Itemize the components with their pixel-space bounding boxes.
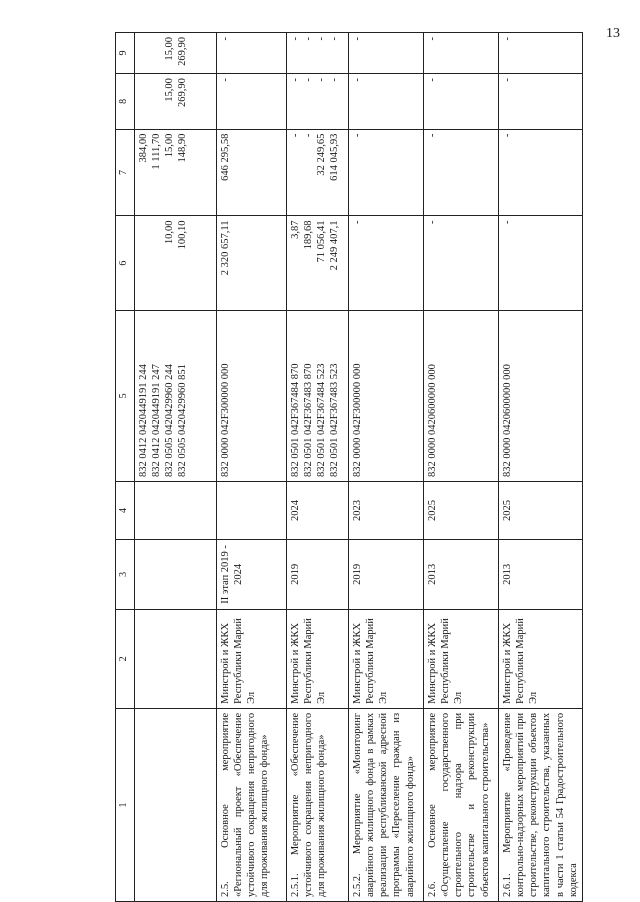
cell-line: - (352, 78, 363, 82)
cell-c3: 2013 (499, 539, 583, 609)
cell-c6 (424, 216, 499, 310)
cell-line: - (303, 133, 315, 138)
table-body (135, 33, 583, 902)
cell-line: 1 111,70 (151, 133, 163, 170)
cell-c1 (135, 708, 217, 901)
cell-line: 832 0412 0420449191 247 (151, 364, 163, 477)
cell-line: 832 0000 0420600000 000 (502, 364, 513, 477)
cell-c1: 2.5. Основное мероприятие «Региональный проект «Обеспечение устойчивого сокращения непригодного для проживания жилищного фонда» (217, 708, 287, 901)
column-header-7: 7 (116, 129, 135, 216)
cell-c4 (217, 482, 287, 540)
cell-line: 269,90 (177, 78, 189, 107)
cell-line: 832 0501 042F367483 870 (303, 363, 315, 477)
cell-line (150, 220, 163, 305)
cell-line (137, 37, 150, 69)
cell-c8 (135, 74, 217, 130)
cell-c7 (424, 129, 499, 216)
cell-line (150, 37, 163, 69)
cell-line: 10,00 (164, 220, 176, 245)
column-header-2: 2 (116, 609, 135, 708)
cell-line: - (502, 37, 513, 41)
cell-line: - (220, 78, 231, 82)
table-row (499, 33, 583, 902)
cell-line: 15,00 (164, 37, 176, 61)
cell-line (137, 78, 150, 125)
cell-line: - (502, 78, 513, 82)
cell-c1: 2.6.1. Мероприятие «Проведение контрольно-надзорных мероприятий при строительстве, реконструкции объектов капитального строительства, указанных в части 1 статьи 54 Градостроительного кодекса (499, 708, 583, 901)
cell-c6 (499, 216, 583, 310)
cell-line: 832 0505 0420429960 244 (164, 364, 176, 477)
cell-line: - (220, 37, 231, 41)
cell-line: 3,87 (290, 220, 301, 239)
rotated-table-wrapper (115, 32, 640, 902)
cell-c1: 2.6. Основное мероприятие «Осуществление государственного строительного надзора при строительстве и реконструкции объектов капитального строительства» (424, 708, 499, 901)
cell-c5 (135, 310, 217, 481)
cell-c6 (135, 216, 217, 310)
cell-c3: II этап 2019 - 2024 (217, 539, 287, 609)
cell-c3: 2019 (349, 539, 424, 609)
cell-line: - (352, 37, 363, 41)
budget-table (115, 32, 583, 902)
cell-c5 (287, 310, 349, 481)
cell-c1: 2.5.2. Мероприятие «Мониторинг аварийного жилищного фонда в рамках реализации республиканской адресной программы «Переселение граждан из аварийного жилищного фонда» (349, 708, 424, 901)
cell-line: - (316, 78, 328, 82)
cell-line: - (352, 133, 363, 138)
cell-c7 (349, 129, 424, 216)
cell-line: - (502, 133, 513, 138)
cell-line: 832 0000 042F300000 000 (352, 363, 363, 477)
cell-line: 832 0501 042F367484 870 (290, 363, 301, 477)
cell-c9 (499, 33, 583, 74)
column-header-6: 6 (116, 216, 135, 310)
cell-line: - (427, 133, 438, 138)
cell-line: 2 249 407,1 (329, 220, 341, 271)
column-header-5: 5 (116, 310, 135, 481)
cell-c9 (287, 33, 349, 74)
cell-line: 832 0000 0420600000 000 (427, 364, 438, 477)
cell-line: - (329, 37, 341, 41)
cell-c4 (135, 482, 217, 540)
cell-c2: Минстрой и ЖКХ Республики Марий Эл (499, 609, 583, 708)
cell-c9 (424, 33, 499, 74)
column-header-4: 4 (116, 482, 135, 540)
cell-line: 832 0412 0420449191 244 (138, 364, 149, 477)
cell-line: - (290, 37, 301, 41)
cell-line: 384,00 (138, 133, 149, 163)
cell-c9 (349, 33, 424, 74)
cell-c2: Минстрой и ЖКХ Республики Марий Эл (287, 609, 349, 708)
cell-c8 (349, 74, 424, 130)
cell-c9 (135, 33, 217, 74)
cell-line (150, 78, 163, 125)
cell-c5 (349, 310, 424, 481)
cell-c7 (135, 129, 217, 216)
cell-line: 269,90 (177, 37, 189, 66)
table-row (287, 33, 349, 902)
cell-line: 15,00 (164, 78, 176, 102)
column-header-3: 3 (116, 539, 135, 609)
header-row (116, 33, 135, 902)
cell-c2: Минстрой и ЖКХ Республики Марий Эл (349, 609, 424, 708)
column-header-9: 9 (116, 33, 135, 74)
table-row (217, 33, 287, 902)
page-number: 13 (606, 26, 620, 41)
cell-line: 15,00 (164, 133, 176, 158)
cell-line: - (303, 37, 315, 41)
cell-line: 832 0505 0420429960 851 (177, 364, 189, 477)
column-header-1: 1 (116, 708, 135, 901)
cell-c8 (499, 74, 583, 130)
cell-line: 646 295,58 (220, 133, 231, 181)
cell-c1: 2.5.1. Мероприятие «Обеспечение устойчивого сокращения непригодного для проживания жилищного фонда» (287, 708, 349, 901)
cell-line: 71 056,41 (316, 220, 328, 263)
cell-c5 (217, 310, 287, 481)
cell-c4: 2023 (349, 482, 424, 540)
cell-line (137, 220, 150, 305)
cell-line: 189,68 (303, 220, 315, 250)
cell-line: 614 045,93 (329, 133, 341, 181)
cell-line: - (427, 37, 438, 41)
cell-c4: 2024 (287, 482, 349, 540)
cell-line: - (290, 78, 301, 82)
cell-line: - (329, 78, 341, 82)
cell-line: - (427, 78, 438, 82)
cell-line: - (352, 220, 363, 224)
table-row (424, 33, 499, 902)
cell-c4: 2025 (499, 482, 583, 540)
cell-line: 832 0501 042F367484 523 (316, 363, 328, 477)
cell-c6 (287, 216, 349, 310)
cell-line: - (502, 220, 513, 224)
cell-c4: 2025 (424, 482, 499, 540)
cell-line: 832 0501 042F367483 523 (329, 363, 341, 477)
cell-c3: 2019 (287, 539, 349, 609)
cell-c9 (217, 33, 287, 74)
cell-c2 (135, 609, 217, 708)
cell-c3: 2013 (424, 539, 499, 609)
cell-line: 2 320 657,11 (220, 220, 231, 276)
cell-c5 (499, 310, 583, 481)
cell-line: - (290, 133, 301, 138)
cell-c6 (349, 216, 424, 310)
cell-c3 (135, 539, 217, 609)
cell-c5 (424, 310, 499, 481)
cell-c2: Минстрой и ЖКХ Республики Марий Эл (424, 609, 499, 708)
cell-c7 (217, 129, 287, 216)
cell-c6 (217, 216, 287, 310)
cell-line: 148,90 (177, 133, 189, 163)
cell-line: 832 0000 042F300000 000 (220, 363, 231, 477)
table-row (349, 33, 424, 902)
column-header-8: 8 (116, 74, 135, 130)
cell-c2: Минстрой и ЖКХ Республики Марий Эл (217, 609, 287, 708)
table-row (135, 33, 217, 902)
cell-line: - (316, 37, 328, 41)
cell-c7 (287, 129, 349, 216)
cell-line: - (427, 220, 438, 224)
cell-c8 (217, 74, 287, 130)
cell-c8 (287, 74, 349, 130)
cell-c8 (424, 74, 499, 130)
cell-c7 (499, 129, 583, 216)
cell-line: 100,10 (177, 220, 189, 250)
cell-line: 32 249,65 (316, 133, 328, 176)
cell-line: - (303, 78, 315, 82)
